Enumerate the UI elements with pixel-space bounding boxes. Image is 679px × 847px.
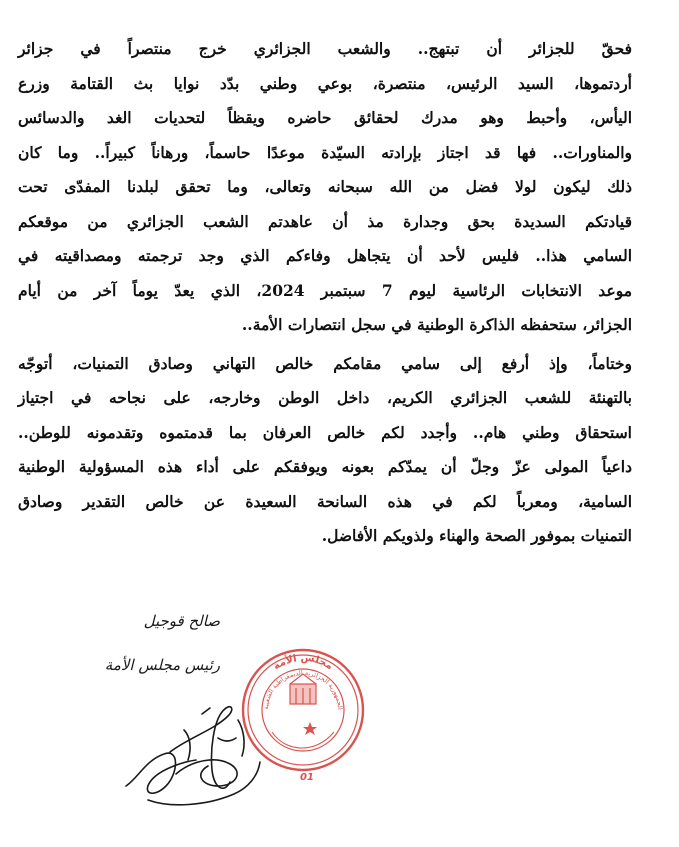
seal-outer-text: مجلس الأمة [271,652,335,673]
seal-inner-text: الجمهورية الجزائرية الديمقراطية الشعبية [261,668,345,710]
text-line: فحقّ للجزائر أن تبتهج.. والشعب الجزائري خرج منتصراً في جزائر [18,39,632,58]
text-line: التمنيات بموفور الصحة والهناء ولذويكم الأفاضل. [321,526,632,545]
text-line: قيادتكم السديدة بحق وجدارة مذ أن عاهدتم الشعب الجزائري من موقعكم [18,211,632,231]
signatory-name: صالح قوجيل [143,612,220,630]
crescent-icon [293,716,316,737]
text-line: بالتهنئة للشعب الجزائري الكريم، داخل الوطن وخارجه، على نجاحه في اجتياز [18,388,632,407]
seal-number: 01 [300,772,314,783]
text-line: داعياً المولى عزّ وجلّ أن يمدّكم بعونه ويوفقكم على أداء هذه المسؤولية الوطنية [18,457,632,476]
paragraph-2 [18,347,632,554]
text-line: السامية، ومعرباً لكم في هذه السانحة السعيدة عن خالص التقدير وصادق [18,491,632,511]
signatory-title: رئيس مجلس الأمة [104,656,220,674]
letter-body [18,32,632,554]
paragraph-1 [18,32,632,343]
signature-block [100,604,220,674]
text-line: وختاماً، وإذ أرفع إلى سامي مقامكم خالص التهاني وصادق التمنيات، أتوجّه [18,353,632,373]
text-line: موعد الانتخابات الرئاسية ليوم 7 سبتمبر 2024، الذي يعدّ يوماً آخر من أيام [18,280,632,300]
text-line: اليأس، وأحبط وهو مدرك لحقائق حاضره ويقظاً لتحديات الغد والدسائس [18,108,632,127]
text-line: والمناورات.. فها قد اجتاز بإرادته السيّدة موعدًا حاسماً، ورهاناً كبيراً.. وما كان [18,142,632,162]
text-line: الجزائر، ستحفظه الذاكرة الوطنية في سجل انتصارات الأمة.. [241,315,632,334]
text-line: استحقاق وطني هام.. وأجدد لكم خالص العرفان بما قدمتموه وتقدمونه للوطن.. [18,422,632,442]
text-line: ذلك ليكون لولا فضل من الله سبحانه وتعالى، وما تحقق لبلدنا المفدّى تحت [18,177,632,196]
text-line: السامي هذا.. فليس لأحد أن يتجاهل وفاءكم الذي وجد ترجمته ومصداقيته في [18,246,632,265]
star-icon [303,722,317,735]
official-seal [238,640,368,785]
text-line: أردتموها، السيد الرئيس، منتصرة، بوعي وطني بدّد نوايا بث القتامة وزرع [18,73,632,93]
